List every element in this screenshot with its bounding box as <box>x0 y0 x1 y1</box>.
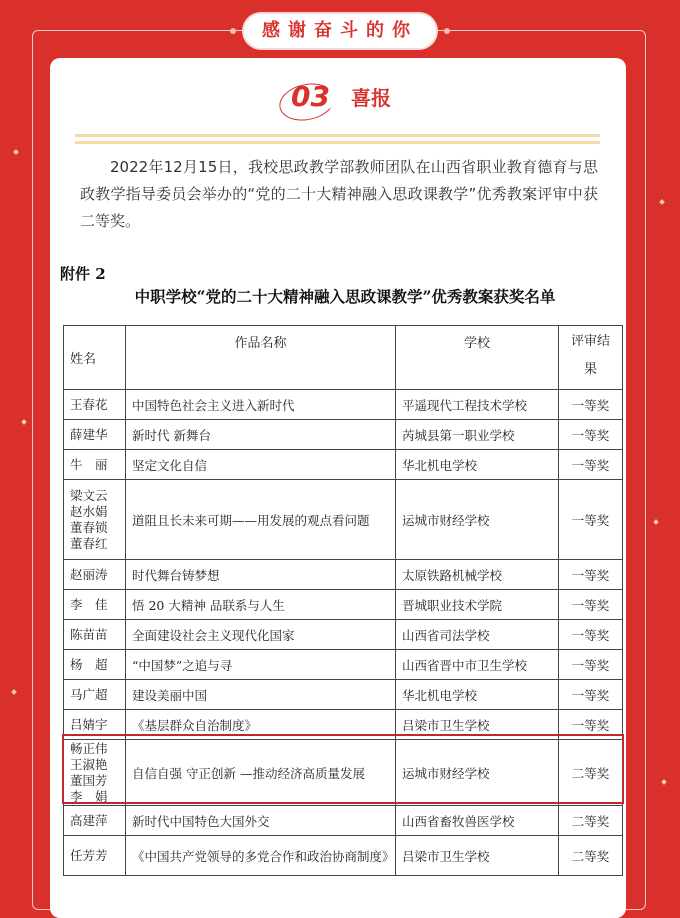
cell-school: 太原铁路机械学校 <box>396 560 559 590</box>
person-name: 王淑艳 <box>70 756 108 772</box>
person-name: 畅正伟 <box>70 740 108 756</box>
table-header-row <box>64 326 623 390</box>
cell-names <box>64 650 126 680</box>
table-row <box>64 620 623 650</box>
award-table <box>63 325 623 876</box>
cell-school: 山西省晋中市卫生学校 <box>396 650 559 680</box>
person-name: 董春锁 <box>70 519 108 535</box>
header-school: 学校 <box>396 326 559 390</box>
cell-work: 《中国共产党领导的多党合作和政治协商制度》 <box>126 836 396 876</box>
cell-school: 吕梁市卫生学校 <box>396 836 559 876</box>
cell-result: 一等奖 <box>559 710 623 740</box>
table-row <box>64 710 623 740</box>
cell-work: 道阻且长未来可期——用发展的观点看问题 <box>126 480 396 560</box>
sparkle-icon <box>11 689 17 695</box>
cell-result: 一等奖 <box>559 680 623 710</box>
divider <box>75 141 600 144</box>
person-name: 马广超 <box>70 686 108 702</box>
header-work: 作品名称 <box>126 326 396 390</box>
person-name: 董国芳 <box>70 772 108 788</box>
header-name: 姓名 <box>64 326 126 390</box>
cell-work: 自信自强 守正创新 —推动经济高质量发展 <box>126 740 396 806</box>
award-list-title: 中职学校“党的二十大精神融入思政课教学”优秀教案获奖名单 <box>134 287 556 306</box>
section-heading <box>50 80 626 124</box>
sparkle-icon <box>661 779 667 785</box>
cell-names <box>64 740 126 806</box>
announcement-text: 2022年12月15日，我校思政教学部教师团队在山西省职业教育德育与思政教学指导委员会举办的“党的二十大精神融入思政课教学”优秀教案评审中获二等奖。 <box>80 158 598 230</box>
cell-work: 全面建设社会主义现代化国家 <box>126 620 396 650</box>
sparkle-icon <box>653 519 659 525</box>
cell-names <box>64 480 126 560</box>
cell-names <box>64 560 126 590</box>
banner-title: 感谢奋斗的你 <box>262 20 418 41</box>
table-row <box>64 450 623 480</box>
cell-work: “中国梦”之追与寻 <box>126 650 396 680</box>
cell-work: 建设美丽中国 <box>126 680 396 710</box>
cell-result: 一等奖 <box>559 390 623 420</box>
dot-icon <box>444 28 450 34</box>
person-name: 赵水娟 <box>70 503 108 519</box>
cell-school: 华北机电学校 <box>396 450 559 480</box>
cell-names <box>64 620 126 650</box>
cell-result: 二等奖 <box>559 806 623 836</box>
cell-names <box>64 836 126 876</box>
cell-school: 运城市财经学校 <box>396 740 559 806</box>
cell-work: 《基层群众自治制度》 <box>126 710 396 740</box>
table-row <box>64 390 623 420</box>
cell-names <box>64 390 126 420</box>
sparkle-icon <box>21 419 27 425</box>
table-row <box>64 650 623 680</box>
cell-names <box>64 420 126 450</box>
cell-result: 一等奖 <box>559 620 623 650</box>
cell-school: 运城市财经学校 <box>396 480 559 560</box>
cell-result: 一等奖 <box>559 650 623 680</box>
cell-work: 悟 20 大精神 品联系与人生 <box>126 590 396 620</box>
cell-names <box>64 450 126 480</box>
cell-result: 二等奖 <box>559 836 623 876</box>
cell-result: 一等奖 <box>559 590 623 620</box>
table-row <box>64 560 623 590</box>
person-name: 牛 丽 <box>70 456 108 472</box>
table-row <box>64 806 623 836</box>
person-name: 薛建华 <box>70 426 108 442</box>
cell-work: 新时代 新舞台 <box>126 420 396 450</box>
cell-result: 二等奖 <box>559 740 623 806</box>
cell-names <box>64 710 126 740</box>
person-name: 李 娟 <box>70 788 108 804</box>
person-name: 任芳芳 <box>70 847 108 863</box>
table-row <box>64 420 623 450</box>
person-name: 王春花 <box>70 396 108 412</box>
header-result: 评审结果 <box>559 326 623 390</box>
person-name: 董春红 <box>70 535 108 551</box>
person-name: 高建萍 <box>70 812 108 828</box>
cell-names <box>64 590 126 620</box>
banner-tab <box>244 14 436 48</box>
cell-school: 芮城县第一职业学校 <box>396 420 559 450</box>
cell-work: 时代舞台铸梦想 <box>126 560 396 590</box>
cell-school: 山西省司法学校 <box>396 620 559 650</box>
cell-result: 一等奖 <box>559 560 623 590</box>
section-number: 03 <box>285 80 336 113</box>
table-row <box>64 836 623 876</box>
cell-work: 坚定文化自信 <box>126 450 396 480</box>
cell-result: 一等奖 <box>559 420 623 450</box>
cell-result: 一等奖 <box>559 450 623 480</box>
person-name: 吕婧宇 <box>70 716 108 732</box>
dot-icon <box>230 28 236 34</box>
sparkle-icon <box>659 199 665 205</box>
cell-school: 晋城职业技术学院 <box>396 590 559 620</box>
cell-work: 中国特色社会主义进入新时代 <box>126 390 396 420</box>
divider <box>75 134 600 137</box>
cell-work: 新时代中国特色大国外交 <box>126 806 396 836</box>
cell-school: 吕梁市卫生学校 <box>396 710 559 740</box>
cell-school: 平遥现代工程技术学校 <box>396 390 559 420</box>
cell-result: 一等奖 <box>559 480 623 560</box>
table-row <box>64 740 623 806</box>
person-name: 陈苗苗 <box>70 626 108 642</box>
person-name: 梁文云 <box>70 487 108 503</box>
cell-school: 山西省畜牧兽医学校 <box>396 806 559 836</box>
table-row <box>64 480 623 560</box>
cell-names <box>64 680 126 710</box>
cell-names <box>64 806 126 836</box>
sparkle-icon <box>13 149 19 155</box>
person-name: 李 佳 <box>70 596 108 612</box>
cell-school: 华北机电学校 <box>396 680 559 710</box>
table-row <box>64 590 623 620</box>
attachment-label: 附件 2 <box>60 265 106 283</box>
person-name: 杨 超 <box>70 656 108 672</box>
person-name: 赵丽涛 <box>70 566 108 582</box>
table-row <box>64 680 623 710</box>
section-title: 喜报 <box>351 86 392 110</box>
